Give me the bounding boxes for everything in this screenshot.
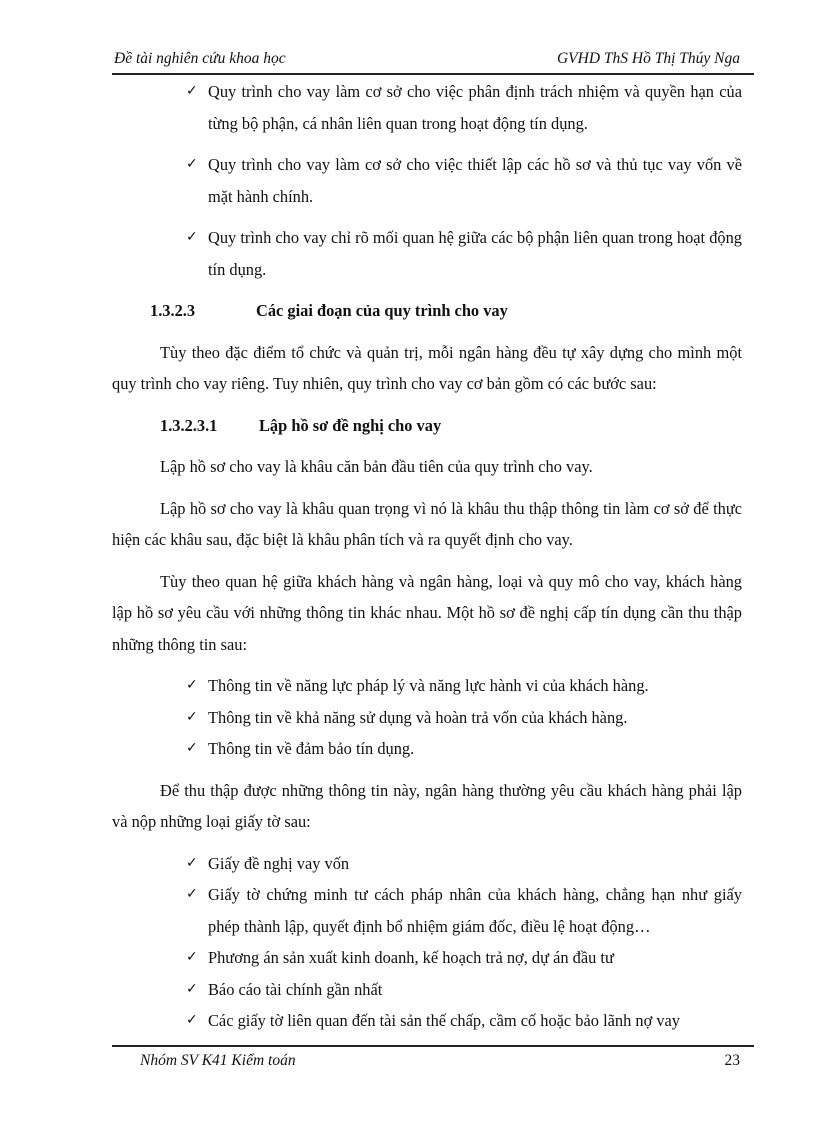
checkmark-icon: ✓ — [186, 83, 198, 99]
list-item: ✓ Phương án sản xuất kinh doanh, kế hoạch trả nợ, dự án đầu tư — [112, 942, 742, 974]
checkmark-icon: ✓ — [186, 740, 198, 756]
page-header — [112, 48, 754, 72]
list-item: ✓ Thông tin về khả năng sử dụng và hoàn trả vốn của khách hàng. — [112, 702, 742, 734]
documents-checklist — [112, 848, 742, 1037]
subsection-heading — [112, 410, 742, 442]
list-item: ✓ Thông tin về đảm bảo tín dụng. — [112, 733, 742, 765]
section-heading — [112, 295, 742, 327]
header-advisor: GVHD ThS Hồ Thị Thúy Nga — [556, 50, 740, 67]
subsection-number: 1.3.2.3.1 — [160, 415, 218, 435]
footer-group: Nhóm SV K41 Kiểm toán — [140, 1052, 296, 1069]
checkmark-icon: ✓ — [186, 854, 198, 871]
paragraph: Tùy theo đặc điểm tổ chức và quản trị, mỗi ngân hàng đều tự xây dựng cho mình một quy trình cho vay riêng. Tuy nhiên, quy trình cho vay cơ bản gồm có các bước sau: — [112, 342, 742, 393]
list-item: ✓ Giấy đề nghị vay vốn — [112, 848, 742, 880]
header-rule — [112, 73, 754, 75]
list-item: ✓ Quy trình cho vay làm cơ sở cho việc thiết lập các hồ sơ và thủ tục vay vốn về mặt hành chính. — [112, 149, 742, 212]
checkmark-icon: ✓ — [186, 677, 198, 693]
list-item: ✓ Quy trình cho vay làm cơ sở cho việc phân định trách nhiệm và quyền hạn của từng bộ phận, cá nhân liên quan trong hoạt động tín dụng. — [112, 76, 742, 139]
list-item: ✓ Giấy tờ chứng minh tư cách pháp nhân của khách hàng, chẳng hạn như giấy phép thành lập, quyết định bổ nhiệm giám đốc, điều lệ hoạt động… — [112, 879, 742, 942]
checkmark-icon: ✓ — [186, 886, 198, 902]
subsection-title: Lập hồ sơ đề nghị cho vay — [259, 415, 442, 435]
footer-rule — [112, 1045, 754, 1047]
checkmark-icon: ✓ — [186, 949, 198, 965]
page-body — [112, 76, 742, 1047]
section-title: Các giai đoạn của quy trình cho vay — [256, 301, 508, 320]
page-number: 23 — [724, 1052, 740, 1069]
header-topic: Đề tài nghiên cứu khoa học — [114, 50, 286, 67]
paragraph: Để thu thập được những thông tin này, ngân hàng thường yêu cầu khách hàng phải lập và nộp những loại giấy tờ sau: — [112, 780, 742, 831]
checkmark-icon: ✓ — [186, 708, 198, 725]
list-item: ✓ Các giấy tờ liên quan đến tài sản thế chấp, cầm cố hoặc bảo lãnh nợ vay — [112, 1005, 742, 1037]
section-number: 1.3.2.3 — [150, 301, 196, 320]
list-item: ✓ Quy trình cho vay chỉ rõ mối quan hệ giữa các bộ phận liên quan trong hoạt động tín dụng. — [112, 222, 742, 285]
checkmark-icon: ✓ — [186, 980, 198, 997]
checkmark-icon: ✓ — [186, 229, 198, 245]
paragraph: Lập hồ sơ cho vay là khâu quan trọng vì nó là khâu thu thập thông tin làm cơ sở để thực hiện các khâu sau, đặc biệt là khâu phân tích và ra quyết định cho vay. — [112, 498, 742, 549]
checkmark-icon: ✓ — [186, 156, 198, 172]
checkmark-icon: ✓ — [186, 1012, 198, 1028]
intro-checklist — [112, 76, 742, 285]
info-checklist — [112, 670, 742, 765]
list-item: ✓ Báo cáo tài chính gần nhất — [112, 974, 742, 1006]
paragraph: Lập hồ sơ cho vay là khâu căn bản đầu tiên của quy trình cho vay. — [160, 457, 593, 476]
paragraph: Tùy theo quan hệ giữa khách hàng và ngân hàng, loại và quy mô cho vay, khách hàng lập hồ sơ yêu cầu với những thông tin khác nhau. Một hồ sơ đề nghị cấp tín dụng cần thu thập những thông tin sau: — [112, 571, 742, 654]
list-item: ✓ Thông tin về năng lực pháp lý và năng lực hành vi của khách hàng. — [112, 670, 742, 702]
